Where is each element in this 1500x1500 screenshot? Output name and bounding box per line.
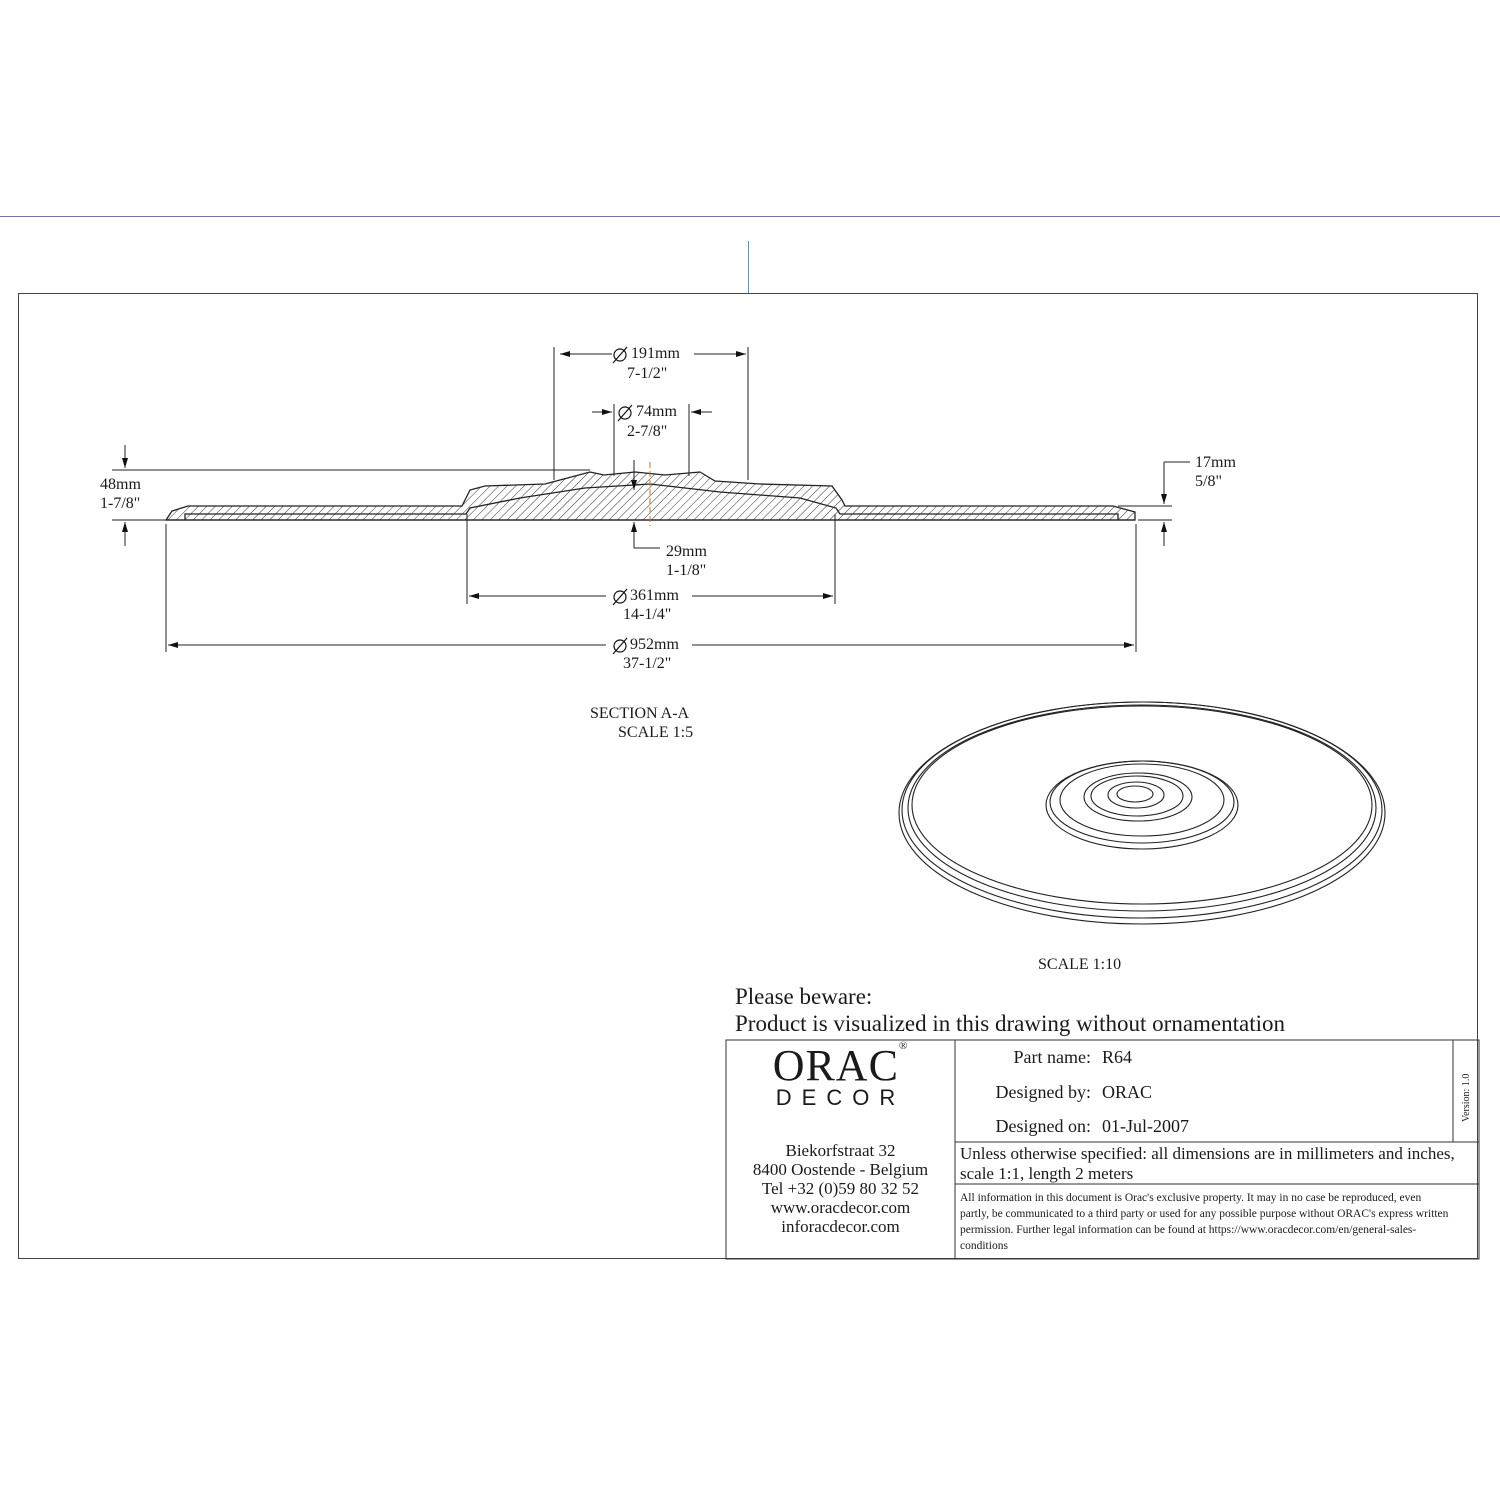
dim-74-in: 2-7/8" [627,423,668,440]
dim-191-in: 7-1/2" [627,365,668,382]
address-line-1: Biekorfstraat 32 [785,1141,896,1160]
address-email: inforacdecor.com [781,1217,900,1236]
registered-mark: ® [898,1040,909,1052]
beware-note: Product is visualized in this drawing without ornamentation [735,1011,1286,1036]
dim-952-in: 37-1/2" [623,655,672,672]
dim-29-in: 1-1/8" [666,562,707,579]
dim-17-in: 5/8" [1195,473,1222,490]
part-name-value: R64 [1102,1047,1133,1067]
dim-952-mm: 952mm [630,636,679,653]
units-note: Unless otherwise specified: all dimensions are in millimeters and inches, scale 1:1, length 2 meters [960,1144,1455,1183]
version-label: Version: 1.0 [1461,1073,1472,1122]
designed-by-value: ORAC [1102,1082,1153,1102]
beware-heading: Please beware: [735,984,873,1009]
dim-29-mm: 29mm [666,543,707,560]
iso-scale: SCALE 1:10 [1038,956,1122,973]
dim-361-in: 14-1/4" [623,606,672,623]
designed-by-label: Designed by: [995,1082,1091,1102]
logo-sub-text: DECOR [775,1085,906,1110]
address-line-2: 8400 Oostende - Belgium [752,1160,929,1179]
isometric-view [899,702,1385,924]
dim-361-mm: 361mm [630,587,679,604]
dim-17-mm: 17mm [1195,454,1236,471]
part-name-label: Part name: [1013,1047,1091,1067]
legal-notice: All information in this document is Orac's exclusive property. It may in no case be reproduced, even partly, be communicated to a third party or used for any possible purpose without ORAC's express written permission. Further legal information can be found at https://www.oracdecor.com/en/general-sales-conditions [960,1192,1449,1253]
dim-17 [1118,462,1190,546]
dim-191-mm: 191mm [631,345,680,362]
address-phone: Tel +32 (0)59 80 32 52 [761,1179,920,1198]
designed-on-value: 01-Jul-2007 [1102,1116,1189,1136]
section-label: SECTION A-A [590,705,690,722]
section-scale: SCALE 1:5 [618,724,694,741]
orac-logo [726,1040,955,1111]
logo-main-text: ORAC [772,1041,899,1090]
address-web: www.oracdecor.com [770,1198,911,1217]
designed-on-label: Designed on: [995,1116,1091,1136]
dim-74-mm: 74mm [636,403,677,420]
dim-48-in: 1-7/8" [100,495,141,512]
dim-48-mm: 48mm [100,476,141,493]
